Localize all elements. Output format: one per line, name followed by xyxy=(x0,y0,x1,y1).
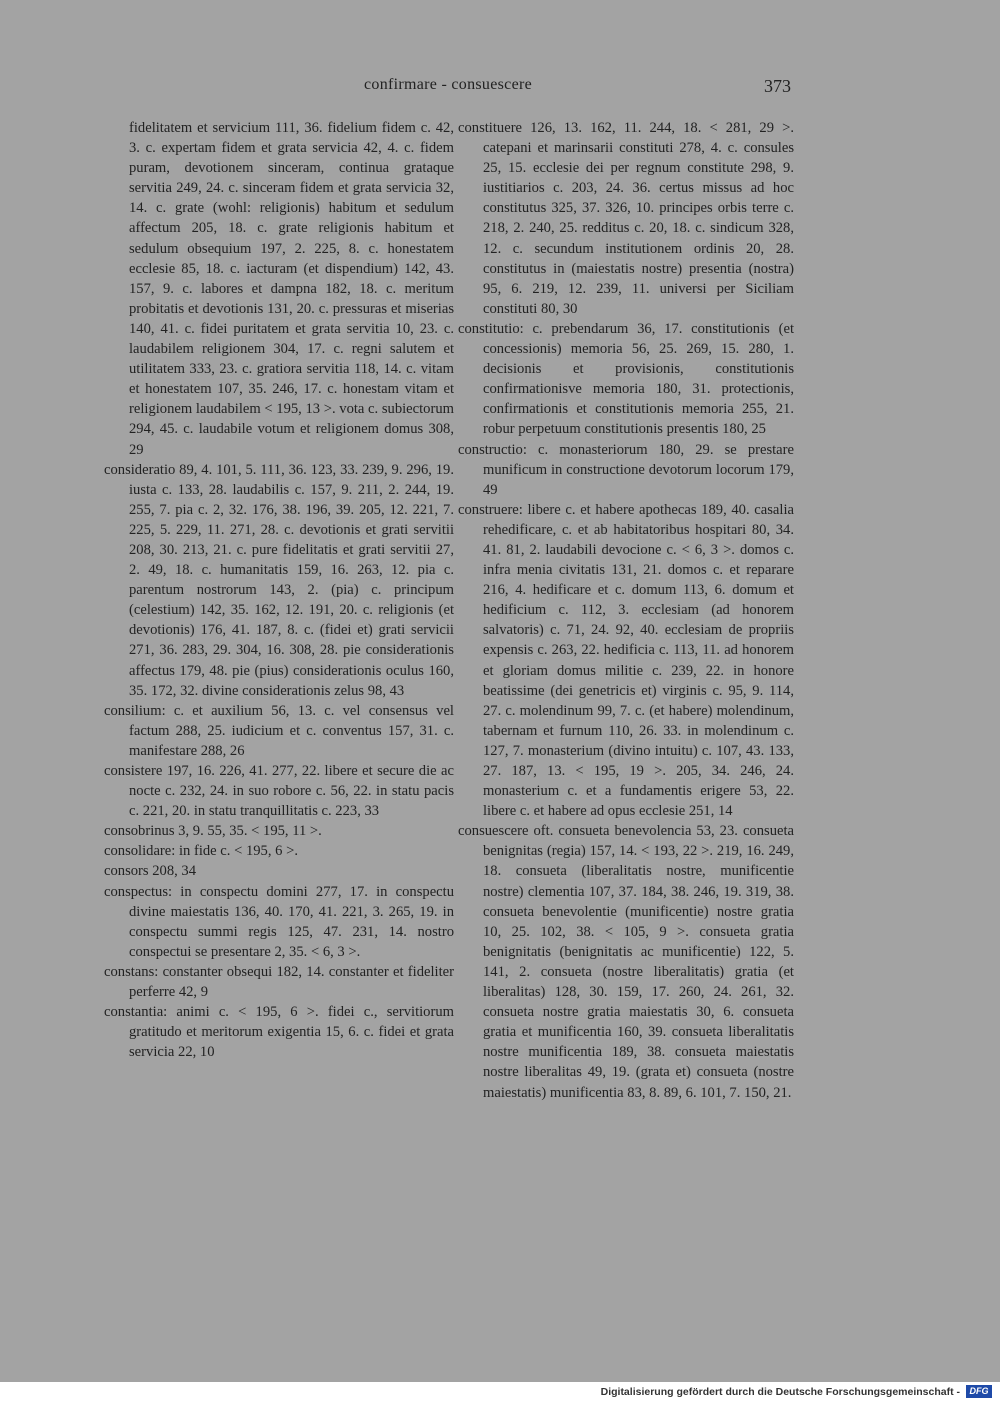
index-entry: constituere 126, 13. 162, 11. 244, 18. < 281, 29 >. catepani et marinsarii constituti 278, 4. c. consules 25, 15. ecclesie dei per regnum constitute 298, 9. iustitiarios c. 203, 24. 36. certus missus ad hoc constitutus 325, 37. 326, 10. principes orbis terre c. 218, 2. 240, 25. redditus c. 20, 18. c. sindicum 328, 12. c. secundum institutionem ordinis 20, 28. constitutus in (maiestatis nostre) presentia (nostra) 95, 6. 219, 12. 239, 11. universi per Siciliam constituti 80, 30 xyxy=(458,120,794,317)
index-entry: consobrinus 3, 9. 55, 35. < 195, 11 >. xyxy=(104,823,322,840)
index-entry: constantia: animi c. < 195, 6 >. fidei c., servitiorum gratitudo et meritorum exigentia 15, 6. c. fidei et grata servicia 22, 10 xyxy=(104,1004,454,1061)
index-entry: consistere 197, 16. 226, 41. 277, 22. libere et secure die ac nocte c. 232, 24. in suo robore c. 56, 22. in statu pacis c. 221, 20. in statu tranquillitatis c. 223, 33 xyxy=(104,763,454,820)
index-entry: consors 208, 34 xyxy=(104,863,197,880)
index-entry: conspectus: in conspectu domini 277, 17. in conspectu divine maiestatis 136, 40. 170, 41. 221, 3. 265, 19. in conspectu summi regis 125, 47. 231, 14. nostro conspectui se presentare 2, 35. < 6, 3 >. xyxy=(104,883,454,960)
index-entry: fidelitatem et servicium 111, 36. fidelium fidem c. 42, 3. c. expertam fidem et grata servicia 42, 4. c. fidem puram, devotionem sinceram, continua grataque servitia 249, 24. c. sinceram fidem et grata servicia 32, 14. c. grate (wohl: religionis) habitum et sedulum affectum 205, 18. c. grate religionis habitum et sedulum obsequium 197, 2. 225, 8. c. honestatem ecclesie 85, 18. c. iacturam (et dispendium) 142, 43. 157, 9. c. labores et dampna 182, 18. c. meritum probitatis et devotionis 131, 20. c. pressuras et miserias 140, 41. c. fidei puritatem et grata servitia 10, 23. c. laudabilem religionem 304, 17. c. regni salutem et utilitatem 333, 23. c. gratiora servitia 118, 14. c. vitam et honestatem 107, 35. 246, 17. c. honestam vitam et religionem laudabilem < 195, 13 >. vota c. subiectorum 294, 45. c. laudabile votum et religionem domus 308, 29 xyxy=(129,120,454,458)
right-column xyxy=(458,118,794,1103)
index-entry: consolidare: in fide c. < 195, 6 >. xyxy=(104,843,298,860)
running-head xyxy=(0,76,1000,100)
index-entry: construere: libere c. et habere apothecas 189, 40. casalia rehedificare, c. et ab habitatoribus hospitari 80, 34. 41. 81, 2. laudabili devocione c. < 6, 3 >. domos c. infra menia civitatis 131, 21. domos c. et reparare 216, 4. hedificare et c. domum 113, 6. domum et hedificium c. 112, 3. ecclesiam (ad honorem salvatoris) c. 71, 24. 92, 40. ecclesiam de propriis expensis c. 263, 22. hedificia c. 113, 11. ad honorem et gloriam domus militie c. 239, 22. in honore beatissime (dei genetricis et) virginis c. 95, 9. 114, 27. c. molendinum 99, 7. c. (et habere) molendinum, tabernam et furnum 110, 26. 33. in molendinum c. 127, 7. monasterium (divino intuitu) c. 107, 43. 133, 27. 187, 13. < 195, 19 >. 205, 34. 246, 24. monasterium c. et a fundamentis erigere 53, 22. libere c. et habere ad opus ecclesie 251, 14 xyxy=(458,501,794,820)
running-head-title: confirmare - consuescere xyxy=(364,76,532,93)
index-entry: consilium: c. et auxilium 56, 13. c. vel consensus vel factum 288, 25. iudicium et c. conventus 157, 31. c. manifestare 288, 26 xyxy=(104,702,454,759)
index-entry: constitutio: c. prebendarum 36, 17. constitutionis (et concessionis) memoria 56, 25. 269, 15. 280, 1. decisionis et provisionis, constitutionis confirmationisve memoria 180, 31. protectionis, confirmationis et constitutionis memoria 255, 21. robur perpetuum constitutionis presentis 180, 25 xyxy=(458,320,794,438)
index-entry: constructio: c. monasteriorum 180, 29. se prestare munificum in constructione devotorum locorum 179, 49 xyxy=(458,441,794,498)
index-entry: consuescere oft. consueta benevolencia 53, 23. consueta benignitas (regia) 157, 14. < 193, 22 >. 219, 16. 249, 18. consueta (liberalitatis nostre, munificentie nostre) clementia 107, 37. 184, 38. 246, 19. 319, 38. consueta benevolentie (munificentie) nostre gratia 10, 25. 102, 38. < 105, 9 >. consueta gratia benignitatis (benignitatis ac munificentie) 122, 5. 141, 2. consueta (nostre liberalitatis) gratia (et liberalitas) 128, 30. 159, 17. 260, 24. 261, 32. consueta nostre gratia maiestatis 30, 6. consueta gratia et munificentia 160, 39. consueta liberalitatis nostre munificentia 189, 38. consueta maiestatis nostre liberalitas 49, 19. (grata et) consueta (nostre maiestatis) munificentia 83, 8. 89, 6. 101, 7. 150, 21. xyxy=(458,823,794,1101)
index-entry: constans: constanter obsequi 182, 14. constanter et fideliter perferre 42, 9 xyxy=(104,963,454,1001)
dfg-logo-icon: DFG xyxy=(966,1385,992,1398)
footer-credit: Digitalisierung gefördert durch die Deutsche Forschungsgemeinschaft - xyxy=(600,1386,960,1398)
left-column xyxy=(104,118,454,1062)
index-entry: consideratio 89, 4. 101, 5. 111, 36. 123, 33. 239, 9. 296, 19. iusta c. 133, 28. laudabilis c. 157, 9. 211, 2. 244, 19. 255, 7. pia c. 2, 32. 176, 38. 196, 39. 205, 12. 221, 7. 225, 5. 229, 11. 271, 28. c. devotionis et grati servitii 208, 30. 213, 21. c. pure fidelitatis et grati servitii 27, 2. 49, 18. c. humanitatis 159, 16. 263, 12. pia c. parentum nostrorum 143, 2. (pia) c. principum (celestium) 142, 35. 162, 12. 191, 20. c. religionis (et devotionis) 176, 41. 187, 8. c. (fidei et) grati servicii 271, 36. 283, 29. 304, 16. 308, 28. pie considerationis affectus 179, 48. pie (pius) considerationis oculus 160, 35. 172, 32. divine considerationis zelus 98, 43 xyxy=(104,461,454,699)
page-number: 373 xyxy=(764,76,791,96)
footer xyxy=(0,1382,1000,1402)
